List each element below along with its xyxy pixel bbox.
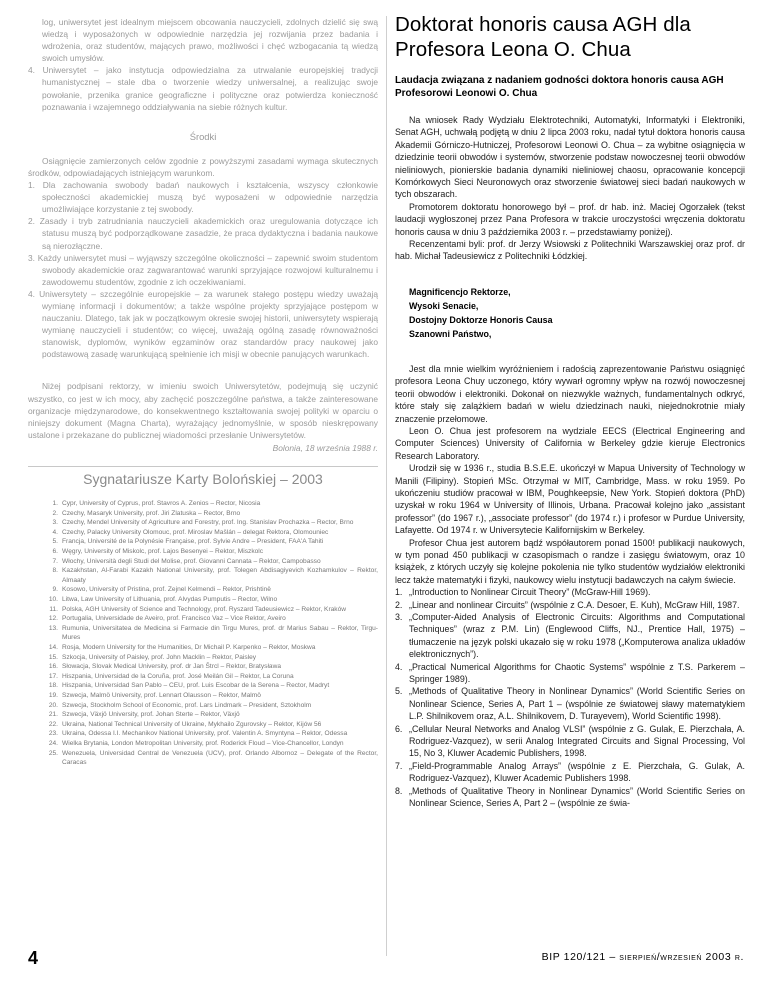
body-paragraph: Profesor Chua jest autorem bądź współautorem ponad 1500! publikacji naukowych, w tym ponad 450 publikacji w czasopismach o randze i zasięgu światowym, oraz 10 książek, z których uczyły się kolejne pokolenia nie tylko studentów wydziałów elektroniki lecz także matematyki i fizyki, naukowcy wielu instytucji badawczych na całym świecie. xyxy=(395,537,745,585)
list-item xyxy=(28,499,378,509)
list-item-number: 6. xyxy=(395,723,403,734)
greeting-line: Wysoki Senacie, xyxy=(409,300,479,311)
list-item xyxy=(28,720,378,730)
closing-paragraph: Niżej podpisani rektorzy, w imieniu swoich Uniwersytetów, podejmują się uczynić wszystko, co jest w ich mocy, aby zachęcić poszczególne państwa, a także zainteresowane organizacje międzynarodowe, do konsekwentnego kształtowania swojej polityki w oparciu o niniejszy dokument (Magna Charta), wyrażający jednomyślnie, w sposób nieskrępowany ustalone i przekazane do publicznej wiadomości przesłanie Uniwersytetów. xyxy=(28,381,378,440)
list-item-number: 17. xyxy=(48,672,58,680)
list-item-text: Portugalia, Universidade de Aveiro, prof. Francisco Vaz – Vice Rektor, Aveiro xyxy=(62,615,286,623)
signing-date: Bolonia, 18 września 1988 r. xyxy=(272,442,378,453)
srodki-intro: Osiągnięcie zamierzonych celów zgodnie z powyższymi zasadami wymaga skutecznych środków, odpowiadających istniejącym warunkom. xyxy=(28,155,378,178)
list-item-text: „Computer-Aided Analysis of Electronic Circuits: Algorithms and Computational Techniques” (wraz z P.M. Lin) (Englewood Cliffs, NJ., Prentice Hall, 1975) – tłumaczenie na język polski ukazało się w roku 1978 („Komputerowa analiza układów elektronicznych”). xyxy=(409,612,745,660)
list-item: 2. Zasady i tryb zatrudniania nauczycieli akademickich oraz uregulowania dotyczące ich statusu muszą być podporządkowane zasadzie, że praca dydaktyczna i badania naukowe są nierozłączne. xyxy=(28,216,378,251)
list-item xyxy=(28,681,378,691)
list-item-text: Hiszpania, Universidad de la Coruña, prof. José Meilán Gil – Rektor, La Coruna xyxy=(62,672,294,680)
list-item-number: 6. xyxy=(52,548,58,556)
column-divider xyxy=(386,16,387,956)
list-item-text: Słowacja, Slovak Medical University, prof. dr Jan Štrcl – Rektor, Bratysława xyxy=(62,663,282,671)
list-item-number: 2. xyxy=(52,509,58,517)
list-item: 1. Dla zachowania swobody badań naukowych i kształcenia, wszyscy członkowie społeczności akademickiej muszą być wyposażeni w odpowiednie narzędzia umożliwiające korzystanie z tej swobody. xyxy=(28,180,378,215)
body-paragraph: Urodził się w 1936 r., studia B.S.E.E. ukończył w Mapua University of Technology w Manili (Filipiny). Stopień MSc. Otrzymał w MIT, Cambridge, Mass. w roku 1959. Po ukończeniu studiów pracował w IBM, Poughkeepsie, New York. Stopień doktora (PhD) uzyskał w roku 1964 w University of Illinois, Urbana. Pracował kolejno jako „assistant professor” (do 1967 r.), „associate professor” (do 1974 r.) i profesor w Purdue University, Lafayette. Od 1974 r. w Universytecie Kalifornijskim w Berkeley. xyxy=(395,463,745,536)
list-item-number: 4. xyxy=(52,528,58,536)
left-intro-cont: log, uniwersytet jest idealnym miejscem obcowania nauczycieli, zdolnych dzielić się swą wiedzą i wyposażonych w odpowiednie narzędzia jej rozwijania przez badania i wdrożenia, oraz studentów, mających prawo, możliwości i chęć wzbogacania tą wiedzą swoich umysłów. xyxy=(42,17,378,64)
list-item-number: 20. xyxy=(48,701,58,709)
intro-paragraph: Promotorem doktoratu honorowego był – prof. dr hab. inż. Maciej Ogorzałek (tekst laudacji wygłoszonej przez Pana Profesora w trakcie uroczystości wręczenia doktoratu honoris causa w dniu 3 października 2003 r. – przedstawiamy poniżej). xyxy=(395,201,745,237)
list-item-number: 13. xyxy=(48,624,58,632)
list-item-number: 3. xyxy=(395,612,403,622)
srodki-list xyxy=(28,179,378,360)
list-item-text: Czechy, Palacky University Olomouc, prof. Miroslav Mašlán – delegat Rektora, Olomouniec xyxy=(62,528,329,536)
list-item-number: 11. xyxy=(49,605,58,613)
list-item-text: Szkocja, University of Paisley, prof. John Macklin – Rektor, Paisley xyxy=(62,653,257,661)
left-column xyxy=(28,16,378,768)
list-item xyxy=(28,691,378,701)
list-item-text: Rumunia, Universitatea de Medicina si Farmacie din Tirgu Mures, prof. dr Marius Sabau – Rektor, Tirgu-Mures xyxy=(62,624,378,642)
list-item-number: 1. xyxy=(395,587,403,598)
intro-paragraph: Na wniosek Rady Wydziału Elektrotechniki, Automatyki, Informatyki i Elektroniki, Senat AGH, uchwałą podjętą w dniu 2 lipca 2003 roku, nadał tytuł doktora honoris causa Akademii Górniczo-Hutniczej, Profesorowi Leonowi O. Chua – za wybitne osiągnięcia w dziedzinie teorii obwodów i systemów, stworzenie podstaw nowoczesnej teorii obwodów nieliniowych, pionierskie badania dynamiki nieliniowej chaosu, opracowanie koncepcji Komórkowych Sieci Neuronowych oraz stworzenie światowej sieci badań naukowych w tych obszarach. xyxy=(395,115,745,200)
list-item-number: 21. xyxy=(48,711,58,719)
list-item-text: Szwecja, Malmö University, prof. Lennart Olausson – Rektor, Malmö xyxy=(62,691,261,699)
list-item xyxy=(395,586,745,598)
list-item: 4. Uniwersytet – jako instytucja odpowiedzialna za utrwalanie europejskiej tradycji humanistycznej – stale dba o tworzenie wiedzy uniwersalnej, a realizując swoje powołanie, przenika granice geograficzne i polityczne oraz potwierdza konieczność poznawania i wzajemnego oddziaływania na siebie różnych kultur. xyxy=(28,65,378,112)
list-item xyxy=(28,624,378,643)
list-item-text: „Methods of Qualitative Theory in Nonlinear Dynamics” (World Scientific Series on Nonlinear Science, Series A, Part 1 – (wspólnie ze światowej sławy matematykiem L.P. Shilnikovem oraz, A.L. Shilnikovem, D. Turayevem), World Scientific 1998). xyxy=(409,686,745,722)
list-item-number: 2. xyxy=(395,599,403,610)
list-item xyxy=(28,547,378,557)
list-item-number: 1. xyxy=(52,500,58,508)
books-list xyxy=(395,586,745,809)
list-item-text: Hiszpania, Universidad San Pablo – CEU, prof. Luis Escobar de la Serena – Rector, Madryt xyxy=(62,682,330,690)
left-intro-list xyxy=(28,64,378,112)
list-item-text: Kazakhstan, Al-Farabi Kazakh National University, prof. Tolegen Abdisagiyevich Kozhamkulov – Rektor, Almaaty xyxy=(62,567,378,584)
list-item xyxy=(395,685,745,722)
section-heading-srodki: Środki xyxy=(189,130,217,142)
list-item-number: 8. xyxy=(395,785,403,796)
list-item xyxy=(28,566,378,585)
article-subtitle: Laudacja związana z nadaniem godności doktora honoris causa AGH Profesorowi Leonowi O. Chua xyxy=(395,75,724,99)
list-item-number: 19. xyxy=(48,691,58,699)
list-item: 3. Każdy uniwersytet musi – wyjąwszy szczególne okoliczności – zapewnić swoim studentom swobody akademickie oraz zagwarantować warunki sprzyjające rozwojowi kulturalnemu i zawodowemu studentów, zgodnie z ich oczekiwaniami. xyxy=(28,252,378,287)
list-item xyxy=(395,599,745,611)
footer-issue: BIP 120/121 – sierpień/wrzesień 2003 r. xyxy=(541,951,744,963)
list-item-number: 3. xyxy=(52,519,58,527)
list-item-number: 9. xyxy=(52,586,58,594)
greeting-line: Dostojny Doktorze Honoris Causa xyxy=(409,314,553,325)
list-item-text: „Methods of Qualitative Theory in Nonlinear Dynamics” (World Scientific Series on Nonlinear Science, Series A, Part 2 – (wspólnie ze świa- xyxy=(409,785,745,809)
list-item-text: „Introduction to Nonlinear Circuit Theory” (McGraw-Hill 1969). xyxy=(409,587,651,598)
list-item-text: Litwa, Law University of Lithuania, prof. Alvydas Pumputis – Rector, Wilno xyxy=(62,596,278,604)
list-item-text: Cypr, University of Cyprus, prof. Stavros A. Zenios – Rector, Nicosia xyxy=(62,500,261,508)
list-item xyxy=(28,605,378,615)
list-item-text: Wenezuela, Universidad Central de Venezuela (UCV), prof. Orlando Albornoz – Delegate of the Rector, Caracas xyxy=(62,749,378,767)
list-item xyxy=(28,739,378,749)
list-item-number: 25. xyxy=(48,749,58,757)
list-item xyxy=(395,785,745,810)
list-item-text: „Cellular Neural Networks and Analog VLSI” (wspólnie z G. Gulak, E. Pierzchała, A. Rodriguez-Vazquez), w serii Analog Integrated Circuits and Signal Processing, Vol 15, No 3, Kluwer Academic Publishers, 1998. xyxy=(409,723,745,759)
list-item-number: 7. xyxy=(395,760,403,771)
list-item: 4. Uniwersytety – szczególnie europejskie – za warunek stałego postępu wiedzy uważają wymianę informacji i dokumentów; a także wspólne projekty sprzyjające postępom w nauczaniu. Dlatego, tak jak w początkowym okresie swojej historii, uniwersytety wspierają wymianę nauczycieli i studentów; co więcej, uważają ogólną zasadę równoważności stanowisk, dyplomów, wyników egzaminów oraz standardów pracy naukowej jako podstawową zasadę warunkującą spełnienie ich misji w obecnie panujących warunkach. xyxy=(28,288,378,360)
list-item xyxy=(28,528,378,538)
list-item-text: Ukraina, National Technical University of Ukraine, Mykhailo Zgurovsky – Rektor, Kijów 56 xyxy=(62,720,322,728)
list-item-text: Czechy, Masaryk University, prof. Jiri Zlatuska – Rector, Brno xyxy=(62,509,241,517)
list-item-text: Polska, AGH University of Science and Technology, prof. Ryszard Tadeusiewicz – Rektor, Kraków xyxy=(62,605,347,613)
list-item-number: 5. xyxy=(395,686,403,697)
list-item xyxy=(28,701,378,711)
list-item-text: Węgry, University of Miskolc, prof. Lajos Besenyei – Rektor, Miszkolc xyxy=(62,548,264,556)
list-item xyxy=(28,643,378,653)
list-item-number: 14. xyxy=(48,644,58,651)
list-item-number: 5. xyxy=(52,538,58,546)
list-item-text: Szwecja, Växjö University, prof. Johan Sterte – Rektor, Växjö xyxy=(62,711,240,719)
list-item-number: 12. xyxy=(48,615,58,623)
body-paragraph: Jest dla mnie wielkim wyróżnieniem i radością zaprezentowanie Państwu osiągnięć profesora Leona Chuy uczonego, który wywarł ogromny wpływ na rozwój nowoczesnej teorii obwodów i elektroniki. Dokonał on niezwykle ważnych, fundamentalnych odkryć, które stały się zalążkiem badań w wielu dziedzinach nauki, niejednokrotnie miały znaczenie przełomowe. xyxy=(395,363,745,424)
list-item-text: Włochy, Università degli Studi del Molise, prof. Giovanni Cannata – Rektor, Campobasso xyxy=(62,557,321,565)
list-item xyxy=(28,537,378,547)
greeting-line: Magnificencjo Rektorze, xyxy=(409,286,511,297)
list-item-number: 22. xyxy=(48,720,58,728)
greeting xyxy=(409,285,745,341)
list-item xyxy=(28,729,378,739)
list-item xyxy=(28,585,378,595)
greeting-line: Szanowni Państwo, xyxy=(409,328,492,339)
list-item-number: 8. xyxy=(52,567,58,575)
list-item-number: 4. xyxy=(395,661,403,672)
list-item-text: „Field-Programmable Analog Arrays” (wspólnie z E. Pierzchała, G. Gulak, A. Rodriguez-Vazquez), Kluwer Academic Publishers 1998. xyxy=(409,760,745,784)
right-column xyxy=(395,12,745,810)
list-item-number: 7. xyxy=(52,557,58,565)
body-paragraph: Leon O. Chua jest profesorem na wydziale EECS (Electrical Engineering and Computer Sciences) University of California w Berkeley gdzie kieruje Electronics Research Laboratory. xyxy=(395,425,745,461)
list-item xyxy=(28,557,378,567)
list-item-number: 18. xyxy=(48,682,58,690)
list-item-text: Ukraina, Odessa I.I. Mechanikov National University, prof. Valentin A. Smyntyna – Rektor, Odessa xyxy=(62,730,348,738)
list-item-text: Wielka Brytania, London Metropolitan University, prof. Roderick Floud – Vice-Chancellor, Londyn xyxy=(62,739,344,747)
list-item xyxy=(395,723,745,760)
list-item-text: Kosowo, University of Pristina, prof. Zejnel Kelmendi – Rektor, Prishtinë xyxy=(62,586,271,594)
list-item xyxy=(28,509,378,519)
intro-paragraph: Recenzentami byli: prof. dr Jerzy Wsiowski z Politechniki Warszawskiej oraz prof. dr hab. Michał Tadeusiewicz z Politechniki Łódzkiej. xyxy=(395,239,745,262)
list-item-text: Czechy, Mendel University of Agriculture and Forestry, prof. Ing. Stanislav Prochazka – Rector, Brno xyxy=(62,519,354,527)
signatories-heading: Sygnatariusze Karty Bolońskiej – 2003 xyxy=(28,466,378,485)
list-item-number: 10. xyxy=(48,596,58,604)
list-item-text: Francja, Université de la Polynésie Française, prof. Sylvie Andre – President, FAA'A Tahiti xyxy=(62,538,324,546)
list-item-number: 16. xyxy=(48,663,58,671)
list-item xyxy=(28,518,378,528)
list-item xyxy=(28,595,378,605)
list-item-text: „Practical Numerical Algorithms for Chaotic Systems” wspólnie z T.S. Parkerem – Springer 1989). xyxy=(409,661,745,685)
page-number: 4 xyxy=(28,948,39,968)
list-item-text: Rosja, Modern University for the Humanities, Dr Michail P. Karpenko – Rektor, Moskwa xyxy=(62,644,316,651)
list-item xyxy=(28,710,378,720)
list-item xyxy=(395,661,745,686)
list-item-number: 23. xyxy=(48,730,58,738)
list-item xyxy=(395,760,745,785)
article-title: Doktorat honoris causa AGH dla Profesora Leona O. Chua xyxy=(395,13,691,61)
list-item-number: 24. xyxy=(48,739,58,747)
list-item xyxy=(28,672,378,682)
list-item-text: Szwecja, Stockholm School of Economic, prof. Lars Lindmark – President, Sztokholm xyxy=(62,701,312,709)
signatories-list xyxy=(28,499,378,768)
list-item xyxy=(28,662,378,672)
list-item-text: „Linear and nonlinear Circuits” (wspólnie z C.A. Desoer, E. Kuh), McGraw Hill, 1987. xyxy=(409,599,740,610)
list-item xyxy=(395,611,745,661)
list-item-number: 15. xyxy=(48,653,58,661)
list-item xyxy=(28,614,378,624)
list-item xyxy=(28,749,378,768)
list-item xyxy=(28,653,378,663)
